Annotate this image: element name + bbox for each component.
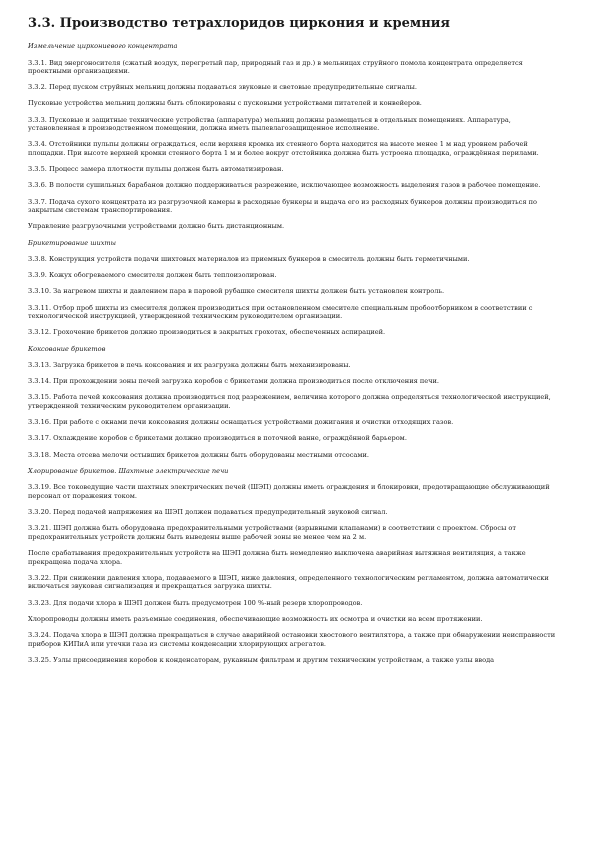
paragraph: 3.3.6. В полости сушильных барабанов должно поддерживаться разрежение, исключающее возможность выделения газов в рабочее помещение. (28, 181, 541, 190)
section-heading: Коксование брикетов (28, 344, 106, 353)
paragraph: 3.3.10. За нагревом шихты и давлением пара в паровой рубашке смесителя шихты должен быть установлен контроль. (28, 287, 445, 296)
paragraph: 3.3.18. Места отсева мелочи остывших брикетов должны быть оборудованы местными отсосами. (28, 450, 369, 459)
paragraph: 3.3.11. Отбор проб шихты из смесителя должен производиться при остановленном смесителе специальным пробоотборником в соответствии с технологической инструкцией, утвержденной техническим руководителем организации. (28, 303, 533, 321)
paragraph: 3.3.23. Для подачи хлора в ШЭП должен быть предусмотрен 100 %-ный резерв хлоропроводов. (28, 598, 363, 607)
section-heading: Измельчение циркониевого концентрата (28, 42, 178, 50)
paragraph: 3.3.7. Подача сухого концентрата из разгрузочной камеры в расходные бункеры и выдача его из расходных бункеров должны производиться по закрытым системам транспортирования. (28, 197, 537, 215)
section-heading: Хлорирование брикетов. Шахтные электрические печи (28, 466, 229, 475)
paragraph: Управление разгрузочными устройствами должно быть дистанционным. (28, 222, 285, 231)
document-title: 3.3. Производство тетрахлоридов циркония и кремния (28, 16, 450, 31)
paragraph: После срабатывания предохранительных устройств на ШЭП должна быть немедленно выключена аварийная вытяжная вентиляция, а также прекращена подача хлора. (28, 549, 526, 566)
paragraph: 3.3.22. При снижении давления хлора, подаваемого в ШЭП, ниже давления, определенного технологическим регламентом, должна автоматически включаться звуковая сигнализация и прекращаться загрузка шихты. (28, 573, 549, 591)
document-body (28, 42, 561, 664)
paragraph: 3.3.14. При прохождении зоны печей загрузка коробов с брикетами должна производиться после отключения печи. (28, 377, 439, 386)
paragraph: 3.3.8. Конструкция устройств подачи шихтовых материалов из приемных бункеров в смеситель должны быть герметичными. (28, 255, 470, 264)
paragraph: Хлоропроводы должны иметь разъемные соединения, обеспечивающие возможность их осмотра и очистки на всем протяжении. (28, 614, 483, 623)
paragraph: 3.3.17. Охлаждение коробов с брикетами должно производиться в поточной ванне, ограждённой барьером. (28, 434, 407, 443)
paragraph: 3.3.5. Процесс замера плотности пульпы должен быть автоматизирован. (28, 165, 284, 174)
paragraph: 3.3.15. Работа печей коксования должна производиться под разрежением, величина которого должна определяться технологической инструкцией, утвержденной техническим руководителем организации. (28, 393, 551, 411)
paragraph: Пусковые устройства мельниц должны быть сблокированы с пусковыми устройствами питателей и конвейеров. (28, 99, 422, 108)
paragraph: 3.3.3. Пусковые и защитные технические устройства (аппаратура) мельниц должны размещаться в отдельных помещениях. Аппаратура, установленная в производственном помещении, должна иметь пылевлагозащищенное исполнение. (28, 115, 511, 133)
paragraph: 3.3.25. Узлы присоединения коробов к конденсаторам, рукавным фильтрам и другим техническим устройствам, а также узлы ввода (28, 655, 495, 664)
paragraph: 3.3.4. Отстойники пульпы должны ограждаться, если верхняя кромка их стенного борта находится на высоте менее 1 м над уровнем рабочей площадки. При высоте верхней кромки стенного борта 1 м и более вокруг отстойника должна быть устроена площадка, ограждённая перилами. (28, 140, 539, 158)
section-heading: Брикетирование шихты (28, 238, 117, 247)
paragraph: 3.3.12. Грохочение брикетов должно производиться в закрытых грохотах, обеспеченных аспирацией. (28, 328, 386, 337)
paragraph: 3.3.21. ШЭП должна быть оборудована предохранительными устройствами (взрывными клапанами) в соответствии с проектом. Сбросы от предохранительных устройств должны быть выведены выше рабочей зоны не менее чем на 2 м. (28, 524, 517, 541)
paragraph: 3.3.16. При работе с окнами печи коксования должны оснащаться устройствами дожигания и очистки отходящих газов. (28, 418, 454, 427)
paragraph: 3.3.13. Загрузка брикетов в печь коксования и их разгрузка должны быть механизированы. (28, 361, 351, 370)
paragraph: 3.3.1. Вид энергоносителя (сжатый воздух, перегретый пар, природный газ и др.) в мельницах струйного помола концентрата определяется проектными организациями. (28, 58, 523, 76)
paragraph: 3.3.20. Перед подачей напряжения на ШЭП должен подаваться предупредительный звуковой сигнал. (28, 508, 388, 517)
paragraph: 3.3.24. Подача хлора в ШЭП должна прекращаться в случае аварийной остановки хвостового вентилятора, а также при обнаружении неисправности приборов КИПиА или утечки газа из системы конденсации хлорирующих агрегатов. (28, 631, 556, 648)
paragraph: 3.3.19. Все токоведущие части шахтных электрических печей (ШЭП) должны иметь ограждения и блокировки, предотвращающие обслуживающий персонал от поражения током. (28, 483, 550, 500)
paragraph: 3.3.9. Кожух обогреваемого смесителя должен быть теплоизолирован. (28, 271, 277, 280)
paragraph: 3.3.2. Перед пуском струйных мельниц должны подаваться звуковые и световые предупредительные сигналы. (28, 83, 418, 92)
